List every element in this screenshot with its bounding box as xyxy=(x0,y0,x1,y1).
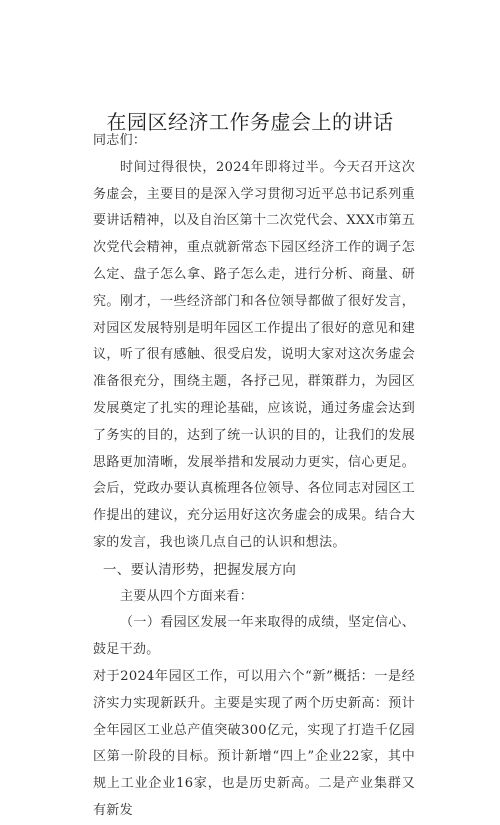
salutation: 同志们： xyxy=(93,133,147,148)
subsection-heading: （一）看园区发展一年来取得的成绩，坚定信心、鼓足干劲。 xyxy=(93,615,415,658)
section-heading: 一、要认清形势，把握发展方向 xyxy=(103,561,297,578)
document-body xyxy=(93,128,415,825)
opening-paragraph: 时间过得很快，2024年即将过半。今天召开这次务虚会，主要目的是深入学习贯彻习近平总书记系列重要讲话精神，以及自治区第十二次党代会、XXX市第五次党代会精神，重点就新常态下园区经济工作的调子怎么定、盘子怎么拿、路子怎么走，进行分析、商量、研究。刚才，一些经济部门和各位领导都做了很好发言，对园区发展特别是明年园区工作提出了很好的意见和建议，听了很有感触、很受启发，说明大家对这次务虚会准备很充分，围绕主题，各抒己见，群策群力，为园区发展奠定了扎实的理论基础，应该说，通过务虚会达到了务实的目的，达到了统一认识的目的，让我们的发展思路更加清晰，发展举措和发展动力更实，信心更足。会后，党政办要认真梳理各位领导、各位同志对园区工作提出的建议，充分运用好这次务虚会的成果。结合大家的发言，我也谈几点自己的认识和想法。 xyxy=(93,159,415,550)
document-title: 在园区经济工作务虚会上的讲话 xyxy=(106,110,394,135)
body-paragraph: 对于2024年园区工作，可以用六个“新”概括：一是经济实力实现新跃升。主要是实现了两个历史新高：预计全年园区工业总产值突破300亿元，实现了打造千亿园区第一阶段的目标。预计新增“四上”企业22家，其中规上工业企业16家，也是历史新高。二是产业集群又有新发 xyxy=(93,668,415,818)
section-intro: 主要从四个方面来看： xyxy=(120,588,254,604)
